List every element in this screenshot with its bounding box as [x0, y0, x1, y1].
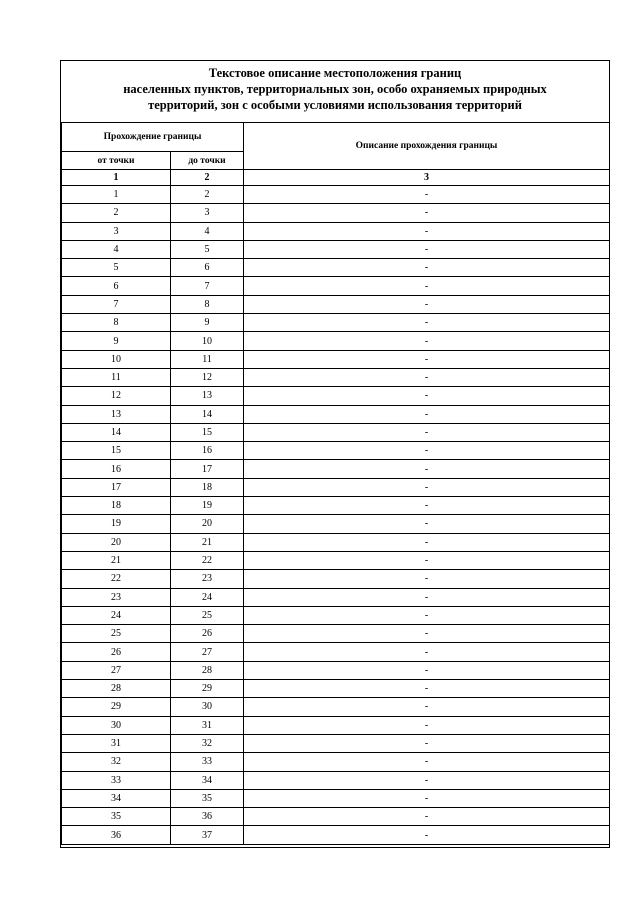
cell-description: -	[244, 680, 610, 698]
cell-description: -	[244, 350, 610, 368]
cell-from: 19	[62, 515, 171, 533]
table-row	[62, 551, 610, 569]
cell-from: 34	[62, 789, 171, 807]
table-row	[62, 204, 610, 222]
table-row	[62, 186, 610, 204]
cell-description: -	[244, 643, 610, 661]
table-row	[62, 808, 610, 826]
cell-from: 9	[62, 332, 171, 350]
cell-to: 23	[171, 570, 244, 588]
table-row	[62, 497, 610, 515]
table-row	[62, 716, 610, 734]
cell-from: 8	[62, 314, 171, 332]
cell-to: 16	[171, 442, 244, 460]
cell-description: -	[244, 332, 610, 350]
table-row	[62, 368, 610, 386]
cell-description: -	[244, 551, 610, 569]
cell-to: 7	[171, 277, 244, 295]
cell-to: 25	[171, 606, 244, 624]
cell-from: 13	[62, 405, 171, 423]
cell-to: 27	[171, 643, 244, 661]
cell-to: 8	[171, 295, 244, 313]
cell-from: 6	[62, 277, 171, 295]
table-row	[62, 643, 610, 661]
header-passage: Прохождение границы	[62, 123, 244, 152]
cell-description: -	[244, 368, 610, 386]
cell-from: 7	[62, 295, 171, 313]
cell-description: -	[244, 497, 610, 515]
table-row	[62, 826, 610, 844]
cell-to: 29	[171, 680, 244, 698]
table-row	[62, 734, 610, 752]
cell-to: 24	[171, 588, 244, 606]
cell-description: -	[244, 478, 610, 496]
document-title	[61, 65, 609, 113]
cell-description: -	[244, 405, 610, 423]
cell-from: 15	[62, 442, 171, 460]
cell-from: 36	[62, 826, 171, 844]
cell-from: 33	[62, 771, 171, 789]
table-row	[62, 332, 610, 350]
cell-to: 14	[171, 405, 244, 423]
table-row	[62, 442, 610, 460]
cell-description: -	[244, 186, 610, 204]
table-row	[62, 314, 610, 332]
cell-to: 11	[171, 350, 244, 368]
cell-to: 15	[171, 423, 244, 441]
table-row	[62, 625, 610, 643]
cell-to: 10	[171, 332, 244, 350]
cell-description: -	[244, 588, 610, 606]
cell-from: 31	[62, 734, 171, 752]
cell-to: 31	[171, 716, 244, 734]
cell-to: 26	[171, 625, 244, 643]
cell-from: 16	[62, 460, 171, 478]
cell-to: 33	[171, 753, 244, 771]
cell-from: 27	[62, 661, 171, 679]
cell-to: 35	[171, 789, 244, 807]
table-row	[62, 533, 610, 551]
cell-from: 10	[62, 350, 171, 368]
cell-from: 18	[62, 497, 171, 515]
cell-to: 28	[171, 661, 244, 679]
table-row	[62, 387, 610, 405]
cell-to: 20	[171, 515, 244, 533]
cell-from: 21	[62, 551, 171, 569]
header-to: до точки	[171, 152, 244, 170]
cell-description: -	[244, 606, 610, 624]
cell-from: 4	[62, 240, 171, 258]
table-row	[62, 588, 610, 606]
table-row	[62, 478, 610, 496]
table-row	[62, 277, 610, 295]
table-row	[62, 259, 610, 277]
cell-from: 28	[62, 680, 171, 698]
header-description: Описание прохождения границы	[244, 123, 610, 170]
cell-to: 12	[171, 368, 244, 386]
cell-description: -	[244, 423, 610, 441]
header-from: от точки	[62, 152, 171, 170]
cell-to: 22	[171, 551, 244, 569]
cell-from: 22	[62, 570, 171, 588]
cell-from: 17	[62, 478, 171, 496]
table-row	[62, 295, 610, 313]
table-row	[62, 771, 610, 789]
cell-from: 30	[62, 716, 171, 734]
table-row	[62, 698, 610, 716]
cell-to: 18	[171, 478, 244, 496]
cell-description: -	[244, 808, 610, 826]
cell-to: 34	[171, 771, 244, 789]
title-line-2: населенных пунктов, территориальных зон, особо охраняемых природных	[123, 82, 547, 96]
cell-from: 3	[62, 222, 171, 240]
column-number: 2	[171, 170, 244, 186]
cell-from: 35	[62, 808, 171, 826]
table-row	[62, 405, 610, 423]
table-row	[62, 423, 610, 441]
cell-from: 14	[62, 423, 171, 441]
cell-description: -	[244, 753, 610, 771]
column-number: 3	[244, 170, 610, 186]
cell-description: -	[244, 387, 610, 405]
cell-from: 11	[62, 368, 171, 386]
cell-from: 2	[62, 204, 171, 222]
cell-from: 5	[62, 259, 171, 277]
table-row	[62, 606, 610, 624]
cell-from: 1	[62, 186, 171, 204]
cell-from: 25	[62, 625, 171, 643]
cell-description: -	[244, 515, 610, 533]
document-frame	[60, 60, 610, 848]
cell-description: -	[244, 826, 610, 844]
cell-to: 2	[171, 186, 244, 204]
table-row	[62, 570, 610, 588]
cell-from: 24	[62, 606, 171, 624]
table-row	[62, 460, 610, 478]
cell-description: -	[244, 789, 610, 807]
cell-description: -	[244, 625, 610, 643]
cell-to: 4	[171, 222, 244, 240]
title-line-3: территорий, зон с особыми условиями использования территорий	[148, 98, 522, 112]
table-row	[62, 515, 610, 533]
cell-from: 23	[62, 588, 171, 606]
cell-to: 5	[171, 240, 244, 258]
cell-description: -	[244, 533, 610, 551]
cell-to: 9	[171, 314, 244, 332]
cell-description: -	[244, 661, 610, 679]
cell-from: 29	[62, 698, 171, 716]
table-row	[62, 680, 610, 698]
cell-to: 19	[171, 497, 244, 515]
cell-description: -	[244, 240, 610, 258]
cell-from: 20	[62, 533, 171, 551]
table-body	[62, 186, 610, 845]
cell-description: -	[244, 277, 610, 295]
cell-to: 21	[171, 533, 244, 551]
cell-to: 37	[171, 826, 244, 844]
cell-description: -	[244, 734, 610, 752]
cell-to: 17	[171, 460, 244, 478]
cell-from: 32	[62, 753, 171, 771]
table-row	[62, 350, 610, 368]
cell-to: 6	[171, 259, 244, 277]
table-row	[62, 661, 610, 679]
table-row	[62, 753, 610, 771]
cell-description: -	[244, 570, 610, 588]
table-row	[62, 789, 610, 807]
cell-to: 13	[171, 387, 244, 405]
cell-to: 32	[171, 734, 244, 752]
cell-from: 12	[62, 387, 171, 405]
cell-description: -	[244, 204, 610, 222]
cell-description: -	[244, 460, 610, 478]
cell-description: -	[244, 295, 610, 313]
cell-description: -	[244, 222, 610, 240]
cell-description: -	[244, 442, 610, 460]
cell-description: -	[244, 698, 610, 716]
title-line-1: Текстовое описание местоположения границ	[208, 66, 462, 80]
table-row	[62, 240, 610, 258]
table-row	[62, 222, 610, 240]
cell-description: -	[244, 771, 610, 789]
cell-from: 26	[62, 643, 171, 661]
cell-description: -	[244, 716, 610, 734]
cell-to: 3	[171, 204, 244, 222]
cell-to: 36	[171, 808, 244, 826]
cell-description: -	[244, 314, 610, 332]
column-number: 1	[62, 170, 171, 186]
cell-to: 30	[171, 698, 244, 716]
boundary-table	[61, 122, 610, 845]
cell-description: -	[244, 259, 610, 277]
